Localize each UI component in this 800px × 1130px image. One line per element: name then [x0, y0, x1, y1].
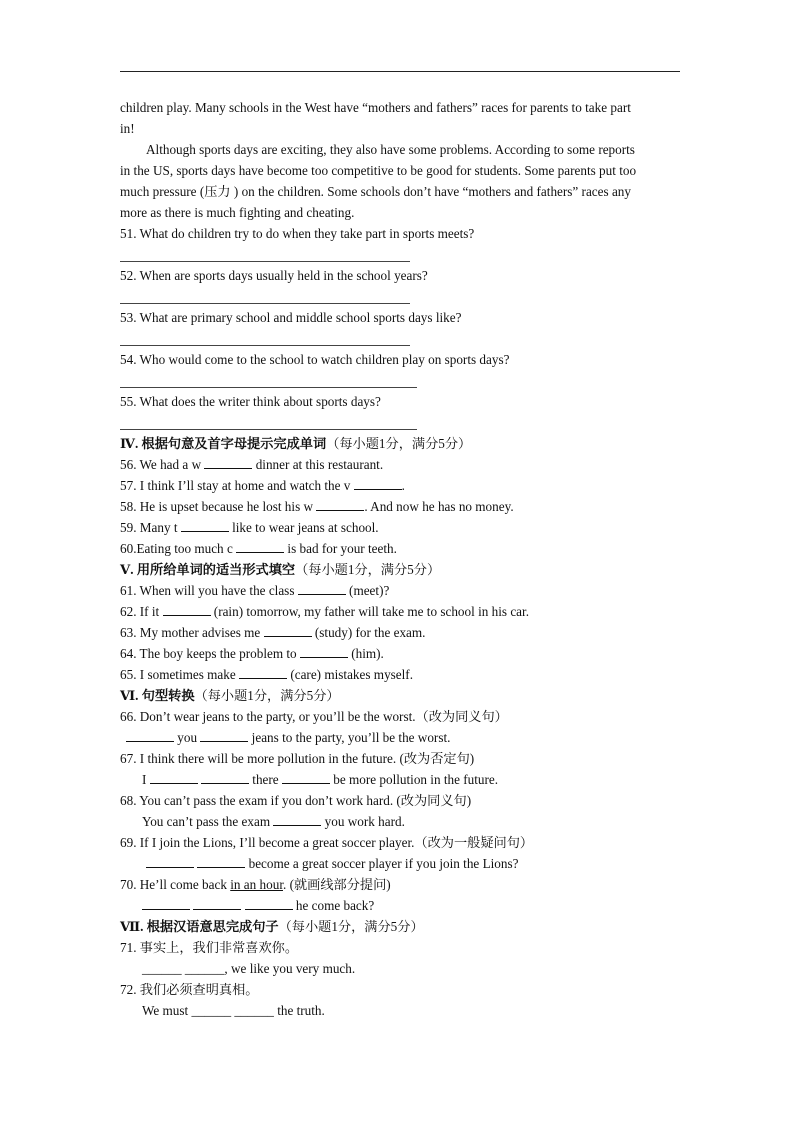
item-59: 59. Many t like to wear jeans at school.	[120, 520, 379, 535]
answer-69: become a great soccer player if you join the Lions?	[146, 856, 518, 872]
item-63: 63. My mother advises me (study) for the exam.	[120, 625, 426, 640]
item-69: 69. If I join the Lions, I’ll become a great soccer player.（改为一般疑问句）	[120, 835, 534, 850]
blank[interactable]	[201, 772, 249, 784]
section-7-heading	[120, 919, 424, 935]
passage-line: much pressure (压力 ) on the children. Some schools don’t have “mothers and fathers” races any	[120, 184, 631, 199]
blank[interactable]	[239, 667, 287, 679]
blank[interactable]	[150, 772, 198, 784]
passage-line: children play. Many schools in the West have “mothers and fathers” races for parents to take part	[120, 100, 631, 115]
item-70: 70. He’ll come back in an hour. (就画线部分提问)	[120, 877, 391, 892]
answer-line-55[interactable]	[120, 429, 417, 430]
section-title: Ⅴ. 用所给单词的适当形式填空	[120, 562, 296, 577]
item-58: 58. He is upset because he lost his w . And now he has no money.	[120, 499, 514, 514]
item-72: 72. 我们必须查明真相。	[120, 982, 259, 997]
header-rule	[120, 71, 680, 72]
blank[interactable]	[245, 898, 293, 910]
item-62: 62. If it (rain) tomorrow, my father will take me to school in his car.	[120, 604, 529, 619]
section-note: （每小题1分，满分5分）	[326, 436, 472, 451]
answer-67: I there be more pollution in the future.	[142, 772, 499, 787]
blank[interactable]	[204, 457, 252, 469]
underlined-phrase: in an hour	[230, 877, 283, 892]
section-note: （每小题1分，满分5分）	[295, 562, 441, 577]
passage-line: in!	[120, 121, 135, 136]
answer-line-52[interactable]	[120, 303, 410, 304]
blank[interactable]	[142, 898, 190, 910]
blank[interactable]	[181, 520, 229, 532]
question-53: 53. What are primary school and middle school sports days like?	[120, 310, 462, 325]
section-5-heading	[120, 562, 440, 578]
answer-71[interactable]: ______ ______, we like you very much.	[142, 961, 356, 976]
passage-line: more as there is much fighting and cheating.	[120, 205, 355, 220]
answer-72[interactable]: We must ______ ______ the truth.	[142, 1003, 325, 1018]
answer-line-51[interactable]	[120, 261, 410, 262]
item-66: 66. Don’t wear jeans to the party, or you’ll be the worst.（改为同义句）	[120, 709, 508, 724]
blank[interactable]	[300, 646, 348, 658]
section-note: （每小题1分，满分5分）	[194, 688, 340, 703]
blank[interactable]	[298, 583, 346, 595]
blank[interactable]	[200, 730, 248, 742]
answer-68: You can’t pass the exam you work hard.	[142, 814, 405, 829]
blank[interactable]	[197, 856, 245, 868]
blank[interactable]	[146, 856, 194, 868]
blank[interactable]	[282, 772, 330, 784]
item-67: 67. I think there will be more pollution in the future. (改为否定句)	[120, 751, 475, 766]
item-71: 71. 事实上，我们非常喜欢你。	[120, 940, 299, 955]
section-title: Ⅶ. 根据汉语意思完成句子	[120, 919, 279, 934]
answer-line-54[interactable]	[120, 387, 417, 388]
item-57: 57. I think I’ll stay at home and watch the v .	[120, 478, 405, 493]
item-56: 56. We had a w dinner at this restaurant.	[120, 457, 384, 472]
question-52: 52. When are sports days usually held in the school years?	[120, 268, 428, 283]
blank[interactable]	[264, 625, 312, 637]
item-64: 64. The boy keeps the problem to (him).	[120, 646, 384, 661]
section-4-heading	[120, 436, 471, 452]
section-title: Ⅵ. 句型转换	[120, 688, 195, 703]
blank[interactable]	[273, 814, 321, 826]
question-54: 54. Who would come to the school to watch children play on sports days?	[120, 352, 510, 367]
question-55: 55. What does the writer think about sports days?	[120, 394, 381, 409]
blank[interactable]	[354, 478, 402, 490]
answer-70: he come back?	[142, 898, 374, 914]
blank[interactable]	[126, 730, 174, 742]
passage-line: in the US, sports days have become too competitive to be good for students. Some parents put too	[120, 163, 637, 178]
item-68: 68. You can’t pass the exam if you don’t work hard. (改为同义句)	[120, 793, 472, 808]
item-60: 60.Eating too much c is bad for your teeth.	[120, 541, 397, 556]
blank[interactable]	[193, 898, 241, 910]
section-title: Ⅳ. 根据句意及首字母提示完成单词	[120, 436, 327, 451]
question-51: 51. What do children try to do when they take part in sports meets?	[120, 226, 475, 241]
section-6-heading	[120, 688, 340, 704]
answer-66: you jeans to the party, you’ll be the worst.	[126, 730, 450, 746]
section-note: （每小题1分，满分5分）	[278, 919, 424, 934]
blank[interactable]	[316, 499, 364, 511]
item-65: 65. I sometimes make (care) mistakes myself.	[120, 667, 413, 682]
passage-line: Although sports days are exciting, they also have some problems. According to some reports	[146, 142, 635, 157]
blank[interactable]	[163, 604, 211, 616]
answer-line-53[interactable]	[120, 345, 410, 346]
blank[interactable]	[236, 541, 284, 553]
item-61: 61. When will you have the class (meet)?	[120, 583, 390, 598]
